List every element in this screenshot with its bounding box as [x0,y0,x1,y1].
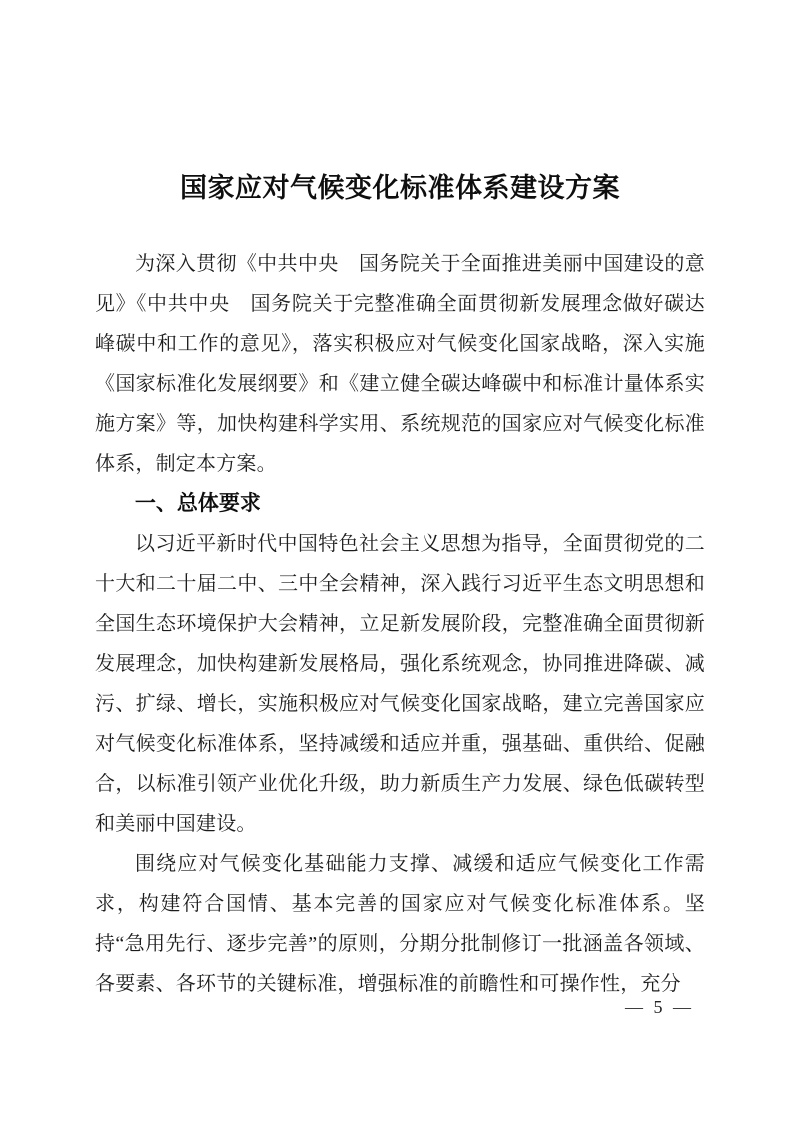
document-content [95,166,705,1004]
section-1-paragraph-2: 围绕应对气候变化基础能力支撑、减缓和适应气候变化工作需求，构建符合国情、基本完善的国家应对气候变化标准体系。坚持“急用先行、逐步完善”的原则，分期分批制修订一批涵盖各领域、各要素、各环节的关键标准，增强标准的前瞻性和可操作性，充分 [95,853,705,995]
section-1-heading: 一、总体要求 [134,492,261,515]
section-1-paragraph-1: 以习近平新时代中国特色社会主义思想为指导，全面贯彻党的二十大和二十届二中、三中全会精神，深入践行习近平生态文明思想和全国生态环境保护大会精神，立足新发展阶段，完整准确全面贯彻新发展理念，加快构建新发展格局，强化系统观念，协同推进降碳、减污、扩绿、增长，实施积极应对气候变化国家战略，建立完善国家应对气候变化标准体系，坚持减缓和适应并重，强基础、重供给、促融合，以标准引领产业优化升级，助力新质生产力发展、绿色低碳转型和美丽中国建设。 [95,533,705,835]
page-number: — 5 — [625,997,694,1017]
document-title: 国家应对气候变化标准体系建设方案 [180,173,620,203]
intro-paragraph: 为深入贯彻《中共中央 国务院关于全面推进美丽中国建设的意见》《中共中央 国务院关于完整准确全面贯彻新发展理念做好碳达峰碳中和工作的意见》，落实积极应对气候变化国家战略，深入实施《国家标准化发展纲要》和《建立健全碳达峰碳中和标准计量体系实施方案》等，加快构建科学实用、系统规范的国家应对气候变化标准体系，制定本方案。 [95,253,705,475]
